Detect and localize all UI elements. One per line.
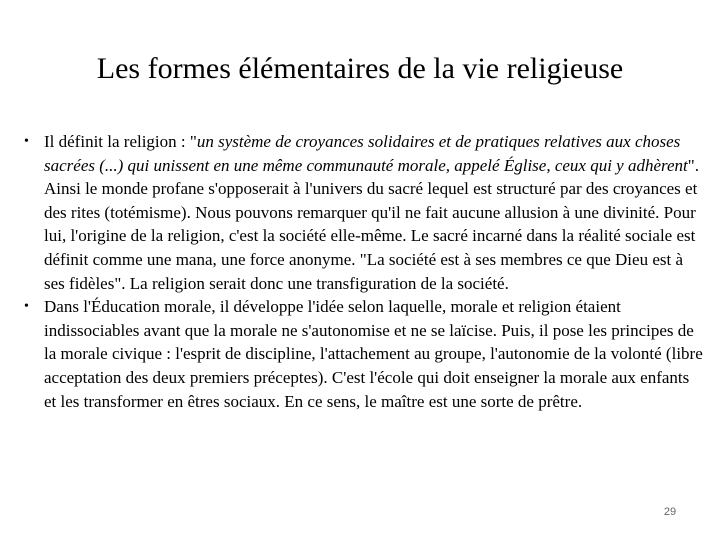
bullet-icon: •: [24, 134, 29, 149]
bullet-text-education-morale: Dans l'Éducation morale, il développe l'idée selon laquelle, morale et religion étaient indissociables avant que la morale ne s'autonomise et ne se laïcise. Puis, il pose les principes de la morale civique : l'esprit de discipline, l'attachement au groupe, l'autonomie de la volonté (libre acceptation des deux premiers préceptes). C'est l'école qui doit enseigner la morale aux enfants et les transformer en êtres sociaux. En ce sens, le maître est une sorte de prêtre.: [44, 297, 703, 411]
bullet-text-continuation: ". Ainsi le monde profane s'opposerait à l'univers du sacré lequel est structuré par des croyances et des rites (totémisme). Nous pouvons remarquer qu'il ne fait aucune allusion à une divinité. Pour lui, l'origine de la religion, c'est la société elle-même. Le sacré incarné dans la réalité sociale est définit comme une mana, une force anonyme. "La société est à ses membres ce que Dieu est à ses fidèles". La religion serait donc une transfiguration de la société.: [44, 155, 699, 293]
bullet-item-definition: [24, 130, 704, 295]
bullet-text-intro: Il définit la religion : ": [44, 132, 197, 151]
bullet-icon: •: [24, 299, 29, 315]
bullet-list: [24, 130, 704, 413]
definition-quote: un système de croyances solidaires et de pratiques relatives aux choses sacrées (...) qui unissent en une même communauté morale, appelé Église, ceux qui y adhèrent: [44, 132, 688, 175]
page-number: 29: [663, 506, 677, 518]
slide-title: Les formes élémentaires de la vie religieuse: [96, 52, 624, 85]
bullet-text-definition: [44, 130, 704, 295]
bullet-item-education-morale: [24, 295, 704, 413]
